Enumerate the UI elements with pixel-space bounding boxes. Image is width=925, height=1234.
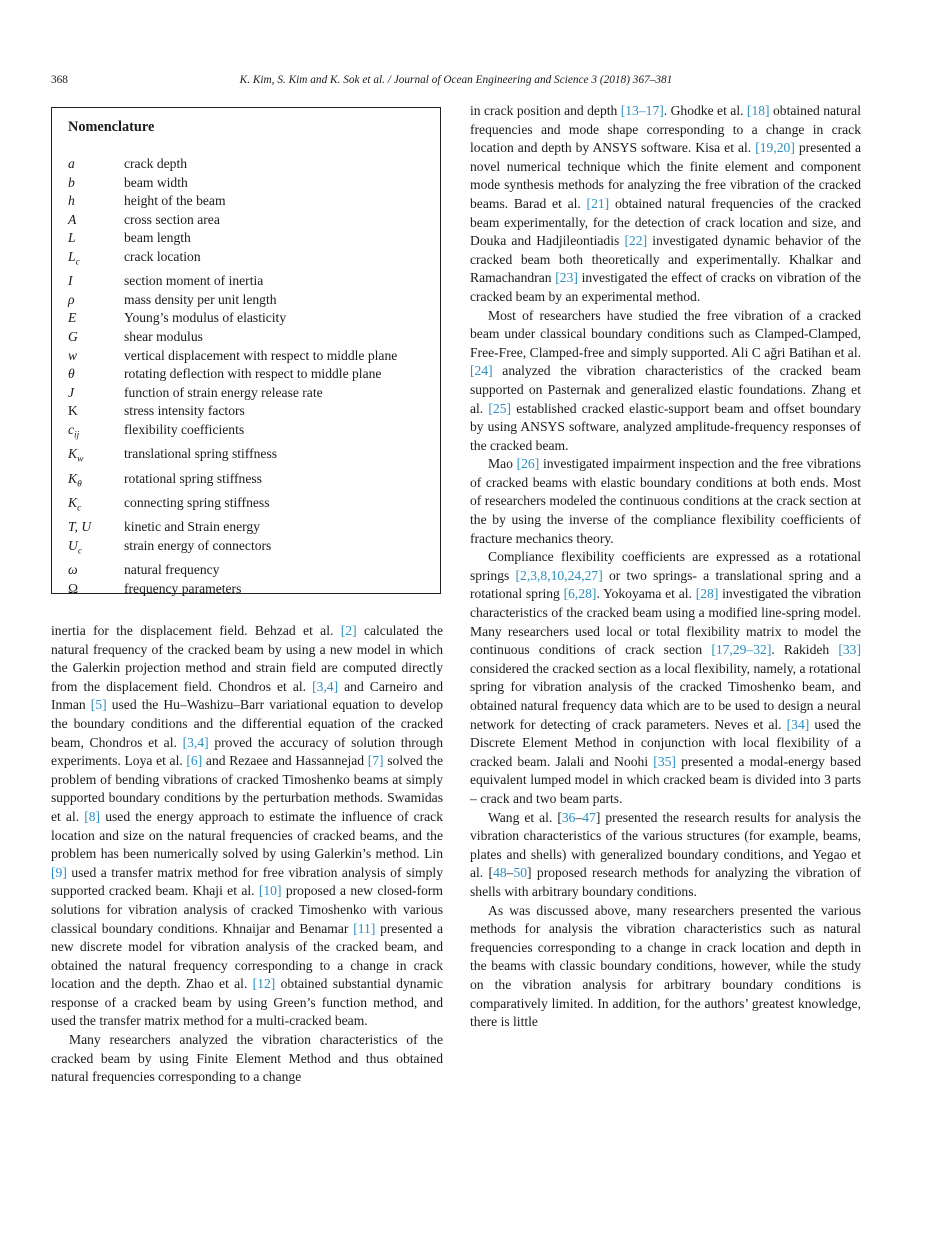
nomenclature-description: translational spring stiffness <box>124 446 278 462</box>
body-paragraph <box>470 548 861 808</box>
nomenclature-symbol: G <box>68 329 78 345</box>
body-text: investigated impairment inspection and the free vibrations of cracked beams with elastic boundary conditions at both ends. Most of researchers modeled the continuous conditions at the crack section at the by using the inverse of the compliance flexibility coefficients of fracture mechanics theory. <box>470 456 861 546</box>
body-text: Most of researchers have studied the free vibration of a cracked beam under classical boundary conditions such as Clamped-Clamped, Free-Free, Clamped-free and simply supported. Ali C ağri Batihan et al. <box>470 307 861 360</box>
nomenclature-symbol: $K_c$ <box>68 494 82 514</box>
left-column <box>51 622 443 1087</box>
nomenclature-symbol: ω <box>68 562 78 578</box>
nomenclature-item <box>68 248 428 272</box>
citation-link[interactable]: [18] <box>746 103 770 118</box>
body-text: presented a modal-energy based equivalent lumped model in which cracked beam is divided into 3 parts – crack and two beam parts. <box>470 753 861 806</box>
right-column <box>470 102 861 1032</box>
body-text: Wang et al. [ <box>488 809 562 825</box>
body-text: established cracked elastic-support beam and offset boundary by using ANSYS software, analyzed amplitude-frequency responses of the cracked beam. <box>470 400 861 453</box>
body-text: or two springs- a translational spring and a rotational spring <box>470 567 861 602</box>
body-text: used the energy approach to estimate the influence of crack location and size on the natural frequencies of cracked beams, and the problem has been numerically solved by using Galerkin’s method. Lin <box>51 808 443 862</box>
body-text: calculated the natural frequency of the cracked beam by using a new model in which the Galerkin projection method and strain field are computed directly from the displacement field. Chondros et al. <box>51 623 443 694</box>
citation-link[interactable]: [35] <box>653 753 676 769</box>
body-text: . Yokoyama et al. <box>596 586 696 602</box>
body-text: and Carneiro and Inman <box>51 678 443 713</box>
nomenclature-symbol: ρ <box>68 291 75 307</box>
nomenclature-description: cross section area <box>124 211 220 227</box>
citation-link[interactable]: [12] <box>252 976 276 992</box>
body-paragraph <box>470 455 861 548</box>
nomenclature-description: mass density per unit length <box>124 291 277 307</box>
body-text: – <box>506 865 514 881</box>
body-paragraph <box>470 102 861 307</box>
body-paragraph <box>470 902 861 1032</box>
nomenclature-item <box>68 192 428 211</box>
body-text: solved the problem of bending vibrations of cracked Timoshenko beams at simply supported boundary conditions by the perturbation methods. Swamidas et al. <box>51 753 443 824</box>
body-text: obtained natural frequencies and mode shape corresponding to a change in crack location and depth by ANSYS software. Kisa et al. <box>470 103 861 156</box>
body-paragraph <box>51 622 443 1031</box>
nomenclature-symbol: b <box>68 174 75 190</box>
body-text: ] proposed research methods for analyzing the vibration of shells with arbitrary boundary conditions. <box>470 865 861 899</box>
citation-link[interactable]: [6] <box>186 753 203 769</box>
nomenclature-symbol: T, U <box>68 519 92 535</box>
nomenclature-description: Young’s modulus of elasticity <box>124 310 287 326</box>
body-text: presented a new discrete model for vibration analysis of the cracked beam, and obtained the natural frequency corresponding to a change in crack location and the depth. Zhao et al. <box>51 920 443 992</box>
nomenclature-item <box>68 421 428 445</box>
nomenclature-symbol: L <box>68 230 76 246</box>
nomenclature-list <box>68 155 428 598</box>
citation-link[interactable]: [8] <box>84 808 101 824</box>
body-text: considered the cracked section as a local flexibility, namely, a rotational spring for vibration analysis of the cracked Timoshenko beam, and obtained natural frequency data which are to be used to design a neural network for detecting of crack parameters. Neves et al. <box>470 660 861 732</box>
nomenclature-item <box>68 328 428 347</box>
nomenclature-item <box>68 272 428 291</box>
nomenclature-title: Nomenclature <box>68 119 155 135</box>
nomenclature-symbol: θ <box>68 366 75 382</box>
nomenclature-description: rotational spring stiffness <box>124 470 262 486</box>
citation-link[interactable]: [17,29–32] <box>711 642 772 658</box>
nomenclature-symbol: E <box>68 310 77 326</box>
body-text: . Ghodke et al. <box>663 103 747 118</box>
nomenclature-item <box>68 365 428 384</box>
body-text: ] presented the research results for analysis the vibration characteristics of the various structures (for example, beams, plates and shells) with generalized boundary conditions, and Yegao et al. [ <box>470 809 861 881</box>
citation-link[interactable]: [24] <box>470 363 493 379</box>
body-text: and Rezaee and Hassannejad <box>202 753 368 769</box>
body-text: analyzed the vibration characteristics of the cracked beam supported on Pasternak and generalized elastic foundations. Zhang et al. <box>470 363 861 416</box>
body-text: inertia for the displacement field. Behzad et al. <box>51 623 341 638</box>
body-text: investigated dynamic behavior of the cracked beam both theoretically and experimentally. Khalkar and Ramachandran <box>470 233 861 286</box>
nomenclature-description: stress intensity factors <box>124 403 245 419</box>
body-text: – <box>575 809 583 825</box>
nomenclature-description: natural frequency <box>124 562 220 578</box>
citation-link[interactable]: [34] <box>786 716 810 732</box>
nomenclature-symbol: J <box>68 384 75 400</box>
body-text: used the Hu–Washizu–Barr variational equation to develop the boundary conditions and the differential equation of the cracked beam, Chondros et al. <box>51 697 443 750</box>
body-text: proposed a new closed-form solutions for vibration analysis of cracked Timoshenko with various classical boundary conditions. Khnaijar and Benamar <box>51 883 443 936</box>
nomenclature-description: rotating deflection with respect to middle plane <box>124 366 382 382</box>
nomenclature-item <box>68 347 428 366</box>
citation-link[interactable]: [3,4] <box>312 678 339 694</box>
nomenclature-item <box>68 445 428 469</box>
body-text: Compliance flexibility coefficients are expressed as a rotational springs <box>470 549 861 583</box>
nomenclature-description: connecting spring stiffness <box>124 494 270 510</box>
nomenclature-symbol: $K_\theta$ <box>68 470 82 490</box>
citation-link[interactable]: 48 <box>493 865 507 881</box>
nomenclature-symbol: w <box>68 347 78 363</box>
citation-link[interactable]: [9] <box>51 864 67 880</box>
nomenclature-item <box>68 229 428 248</box>
nomenclature-symbol: $L_c$ <box>68 248 80 268</box>
citation-link[interactable]: 50 <box>513 865 528 881</box>
nomenclature-description: height of the beam <box>124 193 226 209</box>
body-paragraph <box>470 809 861 902</box>
body-paragraph <box>51 1031 443 1087</box>
body-text: investigated the effect of cracks on vibration of the cracked beam by an experimental method. <box>470 270 861 304</box>
body-text: in crack position and depth <box>470 103 621 118</box>
body-text: Mao <box>488 456 517 472</box>
nomenclature-symbol: Ω <box>68 580 79 596</box>
nomenclature-item <box>68 309 428 328</box>
body-text: investigated the vibration characteristics of the cracked beam using a modified line-spring model. Many researchers used local or total flexibility matrix to model the continuous conditions of crack section <box>470 586 862 658</box>
nomenclature-item <box>68 494 428 518</box>
nomenclature-item <box>68 155 428 174</box>
citation-link[interactable]: [13–17] <box>620 103 664 118</box>
nomenclature-description: flexibility coefficients <box>124 422 245 438</box>
citation-link[interactable]: [5] <box>90 697 107 713</box>
nomenclature-symbol: a <box>68 156 75 171</box>
citation-link[interactable]: [19,20] <box>755 140 795 156</box>
citation-link[interactable]: [25] <box>488 400 512 416</box>
citation-link[interactable]: [28] <box>695 586 719 602</box>
nomenclature-description: kinetic and Strain energy <box>124 519 261 535</box>
body-text: proved the accuracy of solution through experiments. Loya et al. <box>51 734 443 769</box>
citation-link[interactable]: [7] <box>367 753 384 769</box>
citation-link[interactable]: [11] <box>353 920 376 936</box>
body-text: As was discussed above, many researchers presented the various methods for analysis the vibration characteristics such as natural frequencies corresponding to a change in crack location and depth in the beams with classic boundary conditions, however, while the study on the vibration analysis for arbitrary boundary conditions is comparatively limited. In addition, for the authors’ greatest knowledge, there is little <box>470 902 861 1030</box>
nomenclature-symbol: $U_c$ <box>68 537 83 557</box>
citation-link[interactable]: [21] <box>586 195 610 211</box>
nomenclature-description: strain energy of connectors <box>124 537 272 553</box>
nomenclature-item <box>68 580 428 599</box>
citation-link[interactable]: [6,28] <box>563 586 597 602</box>
nomenclature-item <box>68 561 428 580</box>
nomenclature-item <box>68 211 428 230</box>
citation-link[interactable]: [33] <box>838 642 862 658</box>
body-text: Many researchers analyzed the vibration characteristics of the cracked beam by using Finite Element Method and thus obtained natural frequencies corresponding to a change <box>51 1032 443 1085</box>
nomenclature-symbol: I <box>68 273 73 289</box>
citation-link[interactable]: [22] <box>624 233 648 249</box>
nomenclature-item <box>68 537 428 561</box>
nomenclature-item <box>68 470 428 494</box>
citation-link[interactable]: 47 <box>582 809 596 825</box>
nomenclature-box <box>51 107 441 594</box>
body-text: obtained substantial dynamic response of a cracked beam by using Green’s function method, and used the transfer matrix method for a multi-cracked beam. <box>51 976 443 1029</box>
citation-link[interactable]: [2] <box>340 623 357 638</box>
page-header <box>51 74 861 90</box>
body-paragraph <box>470 307 861 456</box>
nomenclature-item <box>68 402 428 421</box>
nomenclature-description: beam length <box>124 230 191 246</box>
nomenclature-description: crack depth <box>124 156 188 171</box>
page-number: 368 <box>51 74 68 86</box>
nomenclature-item <box>68 174 428 193</box>
nomenclature-description: section moment of inertia <box>124 273 264 289</box>
body-text: obtained natural frequencies of the cracked beam experimentally, for the detection of crack location and size, and Douka and Hadjileontiadis <box>470 195 861 249</box>
nomenclature-symbol: K <box>68 403 78 419</box>
nomenclature-symbol: A <box>68 211 77 227</box>
body-text: . Rakideh <box>771 642 839 658</box>
nomenclature-symbol: $K_w$ <box>68 446 84 466</box>
nomenclature-description: frequency parameters <box>124 580 242 596</box>
citation-link[interactable]: [23] <box>555 270 578 286</box>
nomenclature-description: shear modulus <box>124 329 203 345</box>
body-text: used the Discrete Element Method in conjunction with local flexibility of a cracked beam. Jalali and Noohi <box>470 716 861 769</box>
nomenclature-symbol: $c_{ij}$ <box>68 422 80 441</box>
nomenclature-item <box>68 518 428 537</box>
body-text: used a transfer matrix method for free vibration analysis of simply supported cracked beam. Khaji et al. <box>51 864 443 899</box>
citation-link[interactable]: [2,3,8,10,24,27] <box>515 567 603 583</box>
nomenclature-description: beam width <box>124 174 188 190</box>
citation-link[interactable]: [26] <box>516 456 540 472</box>
nomenclature-description: vertical displacement with respect to middle plane <box>124 347 398 363</box>
nomenclature-description: crack location <box>124 248 201 264</box>
nomenclature-description: function of strain energy release rate <box>124 384 323 400</box>
citation-link[interactable]: [10] <box>258 883 282 899</box>
nomenclature-symbol: h <box>68 193 75 209</box>
body-text: presented a novel numerical technique which the finite element and component mode synthesis methods for analyzing the free vibration of the cracked beams. Barad et al. <box>470 140 861 211</box>
citation-link[interactable]: [3,4] <box>182 734 209 750</box>
citation-link[interactable]: 36 <box>561 809 576 825</box>
running-head: K. Kim, S. Kim and K. Sok et al. / Journal of Ocean Engineering and Science 3 (2018) 367–381 <box>239 74 673 86</box>
nomenclature-item <box>68 384 428 403</box>
nomenclature-item <box>68 291 428 310</box>
